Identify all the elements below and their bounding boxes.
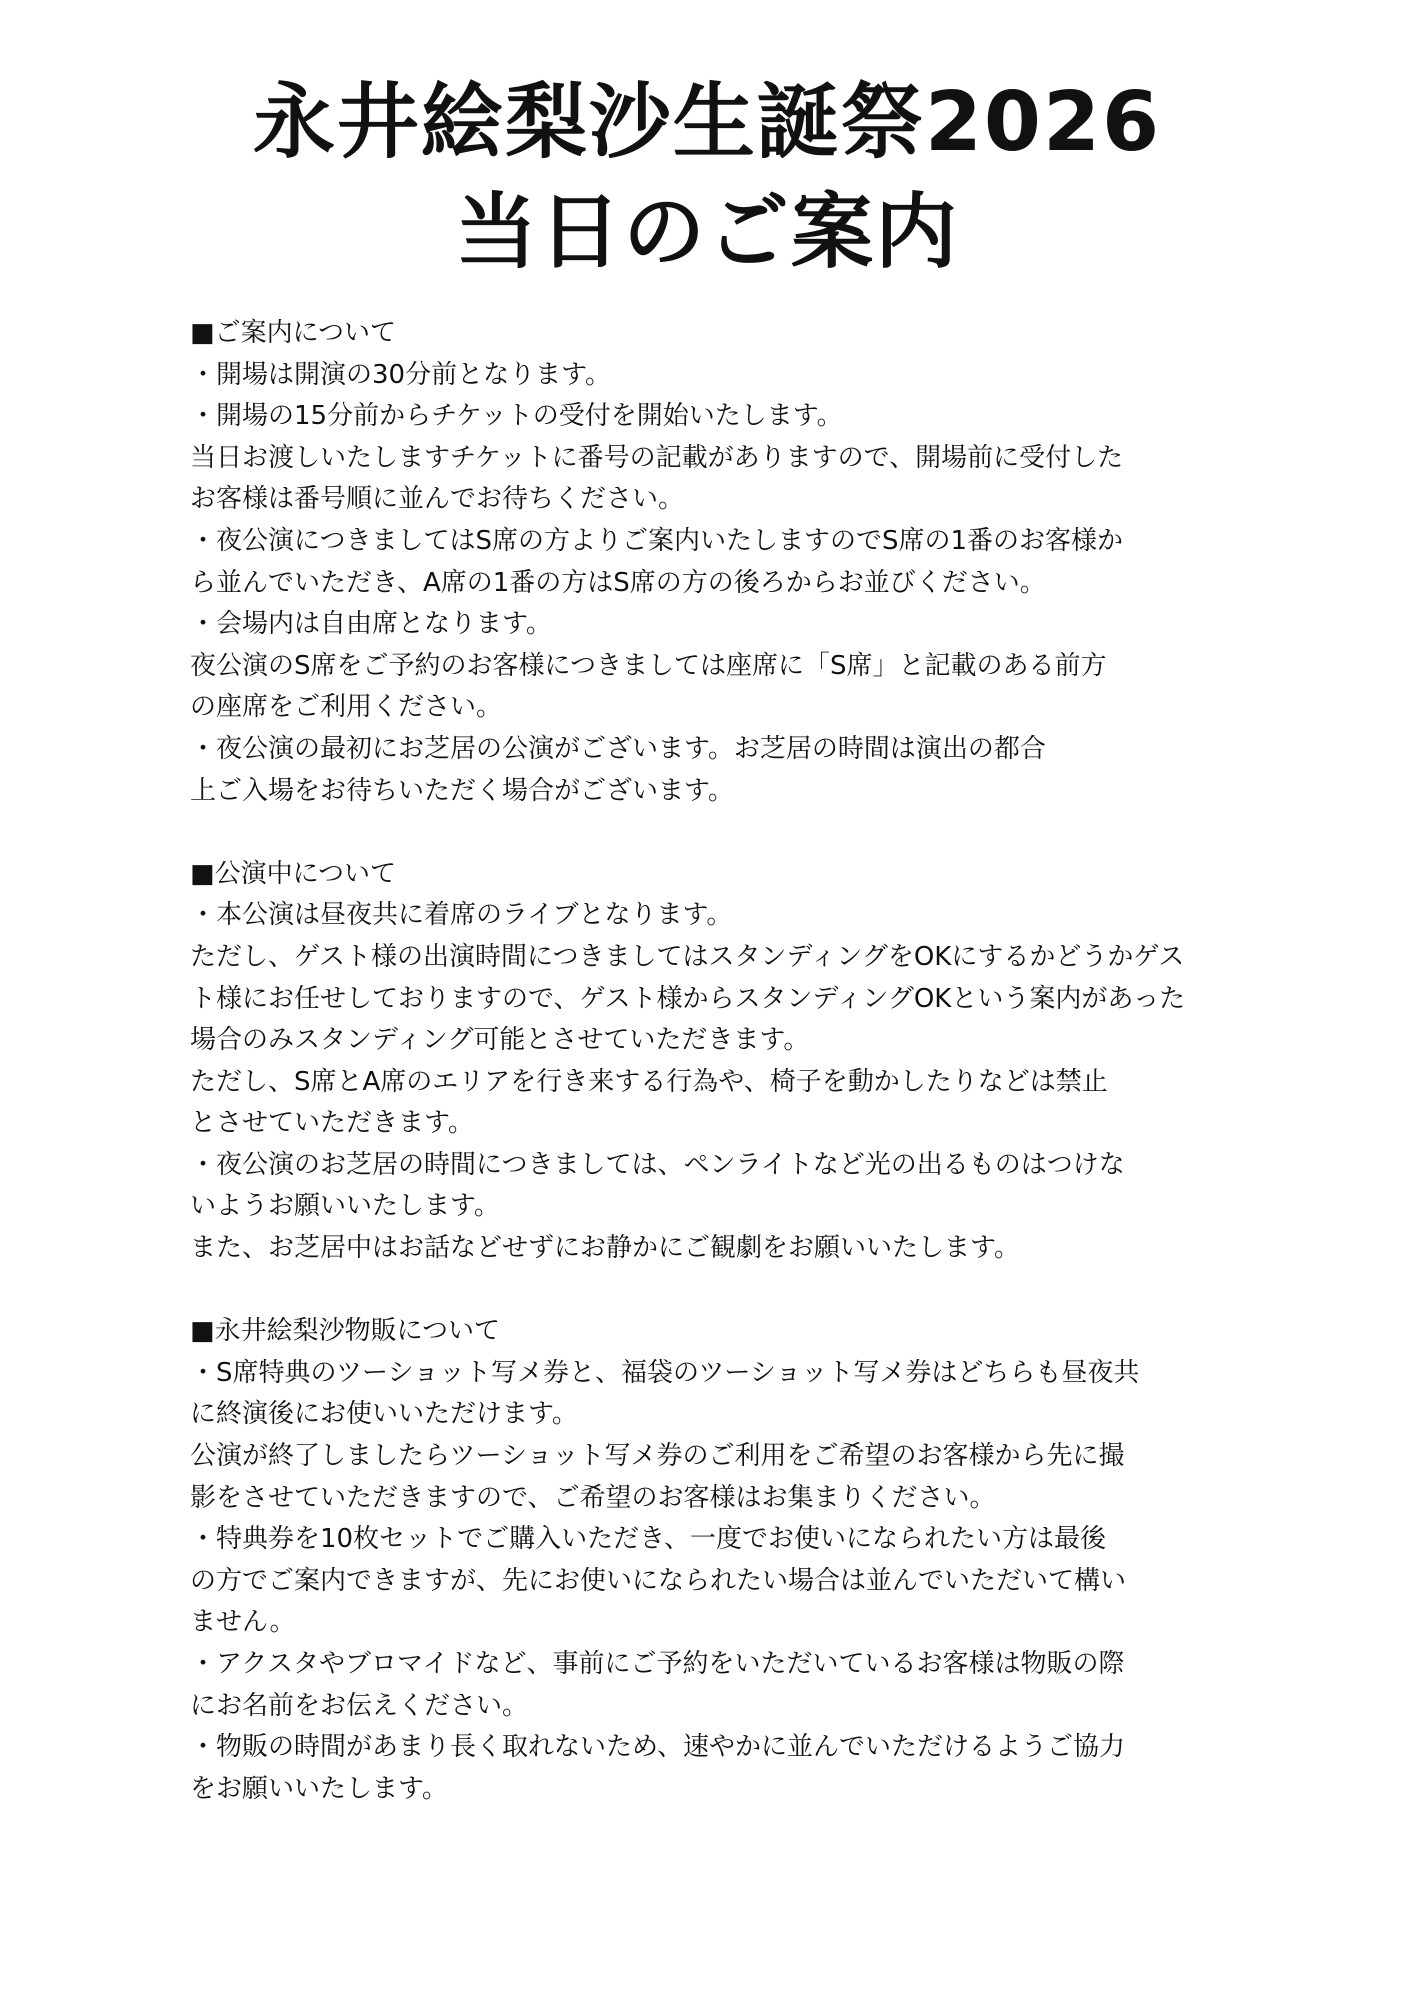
text-line: ・夜公演につきましてはS席の方よりご案内いたしますのでS席の1番のお客様か: [190, 525, 1124, 556]
text-line: とさせていただきます。: [190, 1108, 474, 1139]
text-line: に終演後にお使いいただけます。: [190, 1399, 578, 1430]
text-line: ら並んでいただき、A席の1番の方はS席の方の後ろからお並びください。: [190, 567, 1046, 598]
title-line-1: 永井絵梨沙生誕祭2026: [252, 75, 1162, 170]
text-line: ・開場の15分前からチケットの受付を開始いたします。: [190, 401, 843, 432]
text-line: ・会場内は自由席となります。: [190, 609, 552, 640]
text-line: ・アクスタやブロマイドなど、事前にご予約をいただいているお客様は物販の際: [190, 1649, 1125, 1679]
section-heading: ■ご案内について: [190, 318, 397, 348]
text-line: ・物販の時間があまり長く取れないため、速やかに並んでいただけるようご協力: [190, 1732, 1125, 1763]
text-line: の座席をご利用ください。: [190, 692, 503, 723]
text-line: ト様にお任せしておりますので、ゲスト様からスタンディングOKという案内があった: [190, 983, 1186, 1014]
section-during-performance: [190, 854, 1186, 1270]
text-line: にお名前をお伝えください。: [190, 1690, 529, 1721]
text-line: 上ご入場をお待ちいただく場合がございます。: [190, 775, 734, 806]
text-line: ・S席特典のツーショット写メ券と、福袋のツーショット写メ券はどちらも昼夜共: [190, 1357, 1140, 1388]
text-line: お客様は番号順に並んでお待ちください。: [190, 484, 685, 515]
text-line: いようお願いいたします。: [190, 1191, 500, 1222]
text-line: 公演が終了しましたらツーショット写メ券のご利用をご希望のお客様から先に撮: [190, 1441, 1125, 1472]
text-line: ません。: [190, 1607, 296, 1638]
text-line: また、お芝居中はお話などせずにお静かにご観劇をお願いいたします。: [190, 1233, 1020, 1264]
text-line: 場合のみスタンディング可能とさせていただきます。: [190, 1025, 810, 1056]
section-merchandise: [190, 1311, 1150, 1810]
text-line: をお願いいたします。: [190, 1773, 448, 1804]
text-line: ・特典券を10枚セットでご購入いただき、一度でお使いになられたい方は最後: [190, 1524, 1107, 1555]
title-line-2: 当日のご案内: [454, 185, 959, 280]
text-line: ・本公演は昼夜共に着席のライブとなります。: [190, 900, 733, 931]
section-heading: ■公演中について: [190, 858, 397, 889]
document-body: [190, 313, 1186, 1810]
text-line: の方でご案内できますが、先にお使いになられたい場合は並んでいただいて構い: [190, 1565, 1127, 1596]
text-line: ・夜公演のお芝居の時間につきましては、ペンライトなど光の出るものはつけな: [190, 1149, 1125, 1180]
text-line: 夜公演のS席をご予約のお客様につきましては座席に「S席」と記載のある前方: [190, 650, 1107, 681]
text-line: 影をさせていただきますので、ご希望のお客様はお集まりください。: [190, 1482, 996, 1513]
text-line: ただし、ゲスト様の出演時間につきましてはスタンディングをOKにするかどうかゲス: [190, 941, 1185, 972]
text-line: ・開場は開演の30分前となります。: [190, 359, 612, 390]
text-line: 当日お渡しいたしますチケットに番号の記載がありますので、開場前に受付した: [190, 442, 1124, 473]
page-title: [0, 68, 1414, 288]
section-heading: ■永井絵梨沙物販について: [190, 1316, 501, 1347]
text-line: ただし、S席とA席のエリアを行き来する行為や、椅子を動かしたりなどは禁止: [190, 1066, 1108, 1097]
text-line: ・夜公演の最初にお芝居の公演がございます。お芝居の時間は演出の都合: [190, 733, 1046, 764]
section-guidance: [190, 313, 1150, 812]
